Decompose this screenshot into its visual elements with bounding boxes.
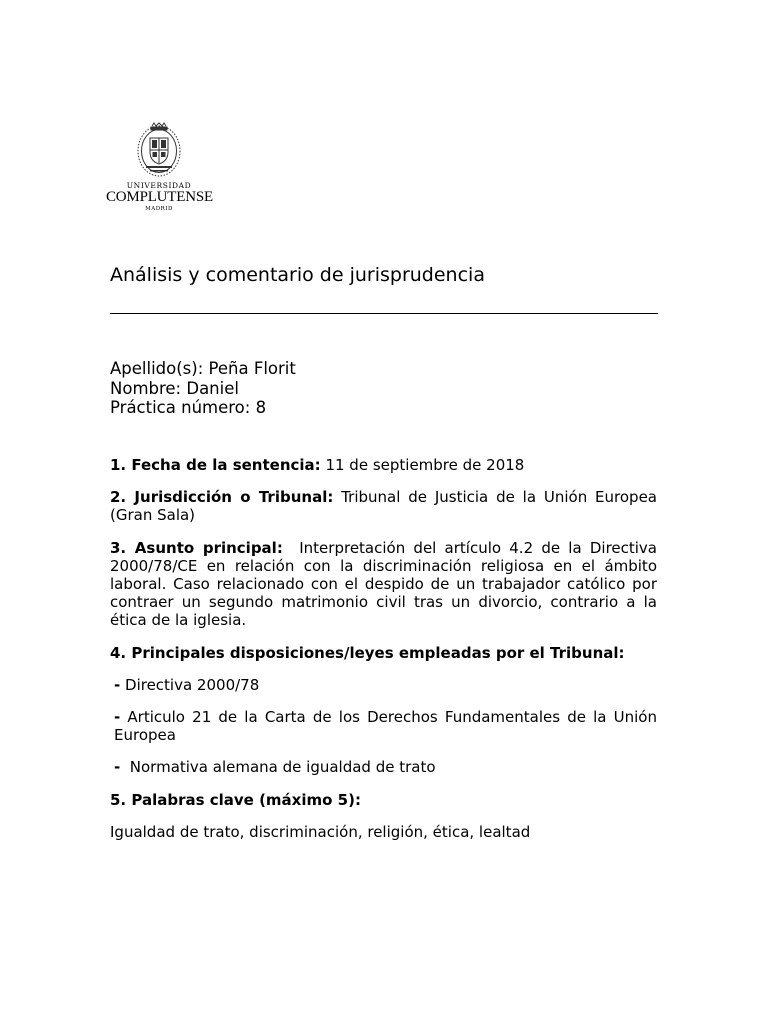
law-text: Articulo 21 de la Carta de los Derechos Fundamentales de la Unión Europea	[114, 708, 657, 745]
university-crest-icon	[136, 122, 182, 178]
section-keywords	[110, 791, 657, 809]
document-body	[110, 456, 657, 841]
keywords-value: Igualdad de trato, discriminación, religión, ética, lealtad	[110, 822, 531, 841]
law-bullet: -	[114, 708, 121, 727]
date-label: 1. Fecha de la sentencia:	[110, 456, 321, 474]
court-label: 2. Jurisdicción o Tribunal:	[110, 488, 334, 507]
keywords-label: 5. Palabras clave (máximo 5):	[110, 790, 361, 809]
law-item	[110, 676, 657, 694]
law-item	[110, 708, 657, 744]
section-court	[110, 488, 657, 524]
law-bullet: -	[114, 758, 121, 777]
law-text: Directiva 2000/78	[125, 675, 260, 694]
student-surname: Apellido(s): Peña Florit	[110, 359, 296, 378]
practice-number: Práctica número: 8	[110, 398, 267, 417]
law-text: Normativa alemana de igualdad de trato	[129, 758, 436, 777]
title-divider	[110, 313, 658, 314]
laws-label: 4. Principales disposiciones/leyes empleadas por el Tribunal:	[110, 643, 625, 662]
law-bullet: -	[114, 675, 121, 694]
section-subject	[110, 539, 657, 630]
subject-label: 3. Asunto principal:	[110, 538, 283, 557]
logo-line-3: MADRID	[145, 206, 173, 212]
law-item	[110, 758, 657, 776]
student-name: Nombre: Daniel	[110, 378, 239, 398]
section-laws	[110, 644, 657, 662]
court-value: Tribunal de Justicia de la Unión Europea (Gran Sala)	[110, 488, 657, 525]
date-value: 11 de septiembre de 2018	[325, 456, 525, 474]
student-info	[110, 359, 296, 418]
section-date	[110, 456, 657, 474]
document-title: Análisis y comentario de jurisprudencia	[110, 264, 485, 286]
logo-line-2: COMPLUTENSE	[106, 189, 213, 205]
subject-value: Interpretación del artículo 4.2 de la Directiva 2000/78/CE en relación con la discriminación religiosa en el ámbito laboral. Caso relacionado con el despido de un trabajador católico por contraer un segundo matrimonio civil tras un divorcio, contrario a la ética de la iglesia.	[110, 538, 657, 630]
logo-line-1: UNIVERSIDAD	[126, 181, 192, 190]
university-logo	[106, 122, 212, 214]
